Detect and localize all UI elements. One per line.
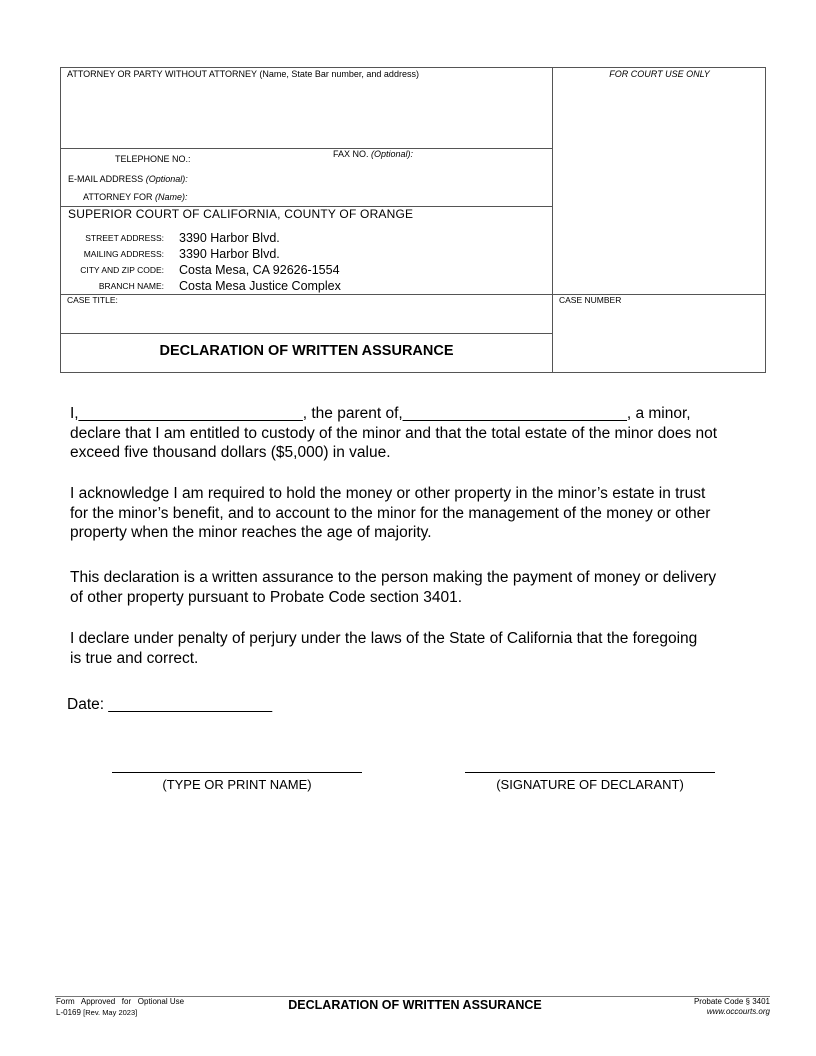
form-number: L-0169: [56, 1008, 81, 1017]
case-title-divider: [60, 294, 766, 295]
paragraph-4-line-2: is true and correct.: [70, 649, 199, 667]
fax-optional: (Optional):: [371, 149, 414, 159]
case-number-field[interactable]: [556, 308, 762, 370]
date-label: Date: ___________________: [67, 696, 273, 713]
street-address-value: 3390 Harbor Blvd.: [179, 231, 280, 245]
attorney-for-name: (Name):: [155, 192, 188, 202]
paragraph-3-line-2: of other property pursuant to Probate Code section 3401.: [70, 588, 463, 606]
paragraph-1-line-3: exceed five thousand dollars ($5,000) in value.: [70, 444, 391, 461]
telephone-field[interactable]: [194, 152, 324, 165]
print-name-line[interactable]: [112, 772, 362, 773]
email-label: E-MAIL ADDRESS: [68, 174, 144, 184]
court-use-label: FOR COURT USE ONLY: [609, 69, 710, 79]
parent-name-input[interactable]: [80, 404, 315, 422]
form-number-group: [56, 1008, 137, 1017]
telephone-label: TELEPHONE NO.:: [115, 154, 191, 164]
city-zip-label: CITY AND ZIP CODE:: [80, 265, 164, 275]
branch-name-label: BRANCH NAME:: [98, 281, 164, 291]
caption-divider-vertical: [552, 67, 553, 373]
fax-field[interactable]: [418, 148, 548, 161]
mailing-address-value: 3390 Harbor Blvd.: [179, 247, 280, 261]
email-optional: (Optional):: [145, 174, 188, 184]
paragraph-2-line-3: property when the minor reaches the age of majority.: [70, 524, 432, 541]
paragraph-1-line-1: I,__________________________, the parent of,__________________________, a minor,: [70, 405, 691, 422]
form-title: DECLARATION OF WRITTEN ASSURANCE: [159, 343, 454, 359]
attorney-name-field[interactable]: [61, 84, 551, 146]
signature-line[interactable]: [465, 772, 715, 773]
email-field[interactable]: [194, 172, 544, 185]
case-title-field[interactable]: [62, 306, 550, 331]
print-name-label: (TYPE OR PRINT NAME): [162, 777, 312, 792]
fax-label-group: [333, 149, 413, 159]
case-title-label: CASE TITLE:: [67, 295, 118, 305]
minor-name-input[interactable]: [420, 404, 655, 422]
form-revision: [Rev. May 2023]: [83, 1008, 138, 1017]
email-label-group: [68, 174, 188, 184]
attorney-for-label: ATTORNEY FOR: [83, 192, 153, 202]
paragraph-3-line-1: This declaration is a written assurance to the person making the payment of money or delivery: [70, 569, 717, 586]
mailing-address-label: MAILING ADDRESS:: [83, 249, 164, 259]
attorney-for-field[interactable]: [194, 190, 544, 203]
court-website: www.occourts.org: [706, 1007, 770, 1016]
paragraph-3: [70, 568, 760, 607]
signature-label: (SIGNATURE OF DECLARANT): [496, 777, 684, 792]
paragraph-4-line-1: I declare under penalty of perjury under the laws of the State of California that the foregoing: [70, 630, 698, 647]
date-input[interactable]: [110, 694, 288, 712]
form-approved-text: Form Approved for Optional Use: [56, 997, 185, 1006]
paragraph-2-line-2: for the minor’s benefit, and to account to the minor for the management of the money or other: [70, 504, 711, 522]
branch-name-value: Costa Mesa Justice Complex: [179, 279, 341, 293]
fax-label: FAX NO.: [333, 149, 369, 159]
footer-title: DECLARATION OF WRITTEN ASSURANCE: [288, 998, 542, 1012]
paragraph-2: [70, 484, 760, 543]
form-title-divider: [60, 333, 553, 334]
street-address-label: STREET ADDRESS:: [85, 233, 164, 243]
paragraph-2-line-1: I acknowledge I am required to hold the money or other property in the minor’s estate in trust: [70, 485, 706, 502]
court-name: SUPERIOR COURT OF CALIFORNIA, COUNTY OF ORANGE: [68, 207, 414, 221]
attorney-for-label-group: [83, 192, 188, 202]
paragraph-4: [70, 629, 760, 668]
city-zip-value: Costa Mesa, CA 92626-1554: [179, 263, 340, 277]
paragraph-1-line-2: declare that I am entitled to custody of the minor and that the total estate of the minor does not: [70, 424, 718, 442]
case-number-label: CASE NUMBER: [559, 295, 622, 305]
probate-code-ref: Probate Code § 3401: [693, 997, 770, 1006]
attorney-label: ATTORNEY OR PARTY WITHOUT ATTORNEY (Name, State Bar number, and address): [67, 69, 419, 79]
